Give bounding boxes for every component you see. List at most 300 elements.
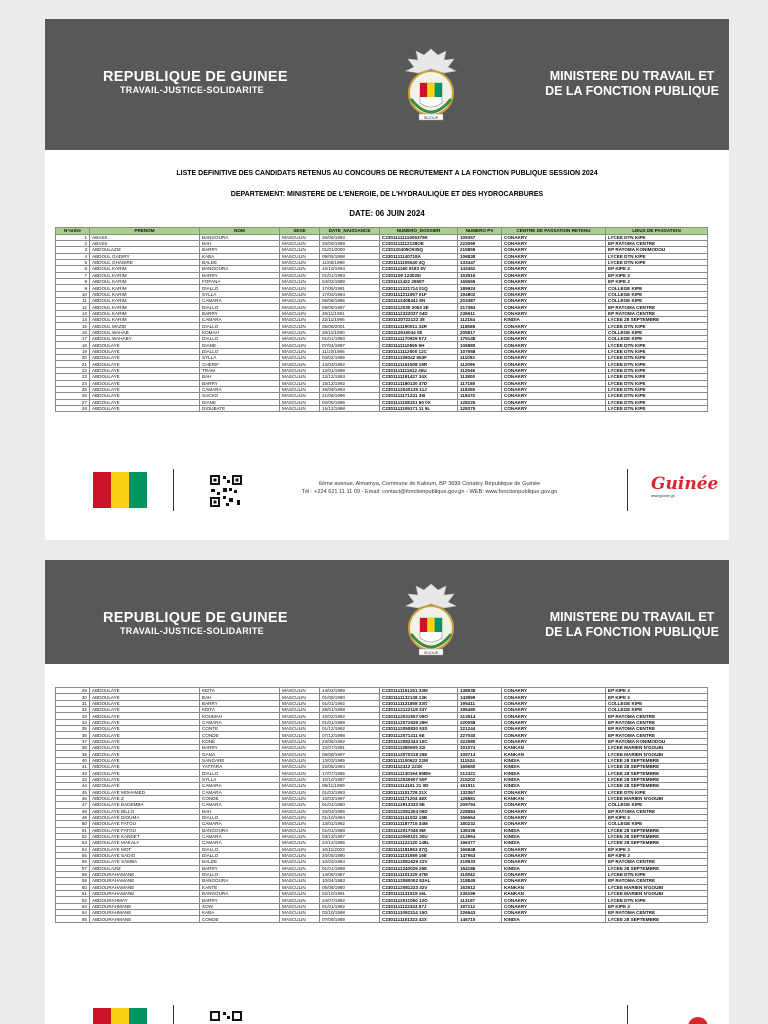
last-name-cell: BARRY	[200, 700, 280, 706]
pv-number-cell: 212964	[458, 833, 502, 839]
last-name-cell: CAMARA	[200, 317, 280, 323]
last-name-cell: FOFANA	[200, 279, 280, 285]
pv-number-cell: 218845	[458, 878, 502, 884]
pv-number-cell: 133447	[458, 259, 502, 265]
qr-code-icon	[209, 474, 243, 508]
exam-center-cell: CONAKRY	[502, 272, 606, 278]
first-name-cell: ABDOULAYE	[90, 726, 200, 732]
dossier-number-cell: C230111106042 653F	[380, 355, 458, 361]
row-number-cell: 51	[56, 827, 90, 833]
exam-center-cell: CONAKRY	[502, 859, 606, 865]
exam-center-cell: CONAKRY	[502, 336, 606, 342]
dossier-number-cell: C2301111170929 57J	[380, 336, 458, 342]
pv-number-cell: 215859	[458, 247, 502, 253]
first-name-cell: ABDOULAYE	[90, 783, 200, 789]
exam-center-cell: CONAKRY	[502, 285, 606, 291]
dossier-number-cell: C2301112081304 06D	[380, 808, 458, 814]
first-name-cell: ABDOULAYE SADIO	[90, 852, 200, 858]
birth-date-cell: 07/09/1989	[320, 916, 380, 922]
exam-location-cell: LYCEE 28 SEPTEMBRE	[606, 840, 708, 846]
exam-center-cell: CONAKRY	[502, 738, 606, 744]
exam-center-cell: KINDIA	[502, 764, 606, 770]
birth-date-cell: 12/12/1993	[320, 374, 380, 380]
dossier-number-cell: C2301111190011 34R	[380, 323, 458, 329]
guinea-seal-icon	[394, 578, 468, 664]
dossier-number-cell: C2301112082343 15C	[380, 738, 458, 744]
sex-cell: MASCULIN	[280, 757, 320, 763]
exam-center-cell: KINDIA	[502, 770, 606, 776]
row-number-cell: 37	[56, 738, 90, 744]
birth-date-cell: 01/01/1993	[320, 272, 380, 278]
sex-cell: MASCULIN	[280, 878, 320, 884]
dossier-number-cell: C2301111130194 95BH	[380, 770, 458, 776]
last-name-cell: BANGOURA	[200, 266, 280, 272]
birth-date-cell: 08/11/1999	[320, 783, 380, 789]
last-name-cell: BARRY	[200, 380, 280, 386]
ministry-title	[532, 610, 729, 640]
column-header: SEXE	[280, 228, 320, 235]
row-number-cell: 20	[56, 355, 90, 361]
birth-date-cell: 17/03/1984	[320, 291, 380, 297]
sex-cell: MASCULIN	[280, 814, 320, 820]
row-number-cell: 58	[56, 871, 90, 877]
exam-center-cell: CONAKRY	[502, 304, 606, 310]
row-number-cell: 30	[56, 694, 90, 700]
exam-location-cell: LYCEE DTN KIPE	[606, 259, 708, 265]
last-name-cell: SYLLA	[200, 355, 280, 361]
last-name-cell: BANGOURA	[200, 878, 280, 884]
row-number-cell: 33	[56, 713, 90, 719]
row-number-cell: 2	[56, 240, 90, 246]
birth-date-cell: 01/01/1982	[320, 903, 380, 909]
sex-cell: MASCULIN	[280, 234, 320, 240]
first-name-cell: ABDOURAHMANE	[90, 916, 200, 922]
birth-date-cell: 22/07/1991	[320, 745, 380, 751]
sex-cell: MASCULIN	[280, 247, 320, 253]
pv-number-cell: 203487	[458, 298, 502, 304]
last-name-cell: CAMARA	[200, 802, 280, 808]
exam-location-cell: EP RATOMA CENTRE	[606, 726, 708, 732]
sex-cell: MASCULIN	[280, 802, 320, 808]
exam-location-cell: COLLEGE KIPE	[606, 707, 708, 713]
column-header: PRENOM	[90, 228, 200, 235]
first-name-cell: ABDOULAYE Z	[90, 795, 200, 801]
last-name-cell: SACKO	[200, 393, 280, 399]
exam-location-cell: EP RATOMA CENTRE	[606, 304, 708, 310]
last-name-cell: BANGOURA	[200, 234, 280, 240]
first-name-cell: ABDOULAYE BADEMBA	[90, 802, 200, 808]
last-name-cell: DIALLO	[200, 846, 280, 852]
pv-number-cell: 118355	[458, 386, 502, 392]
pv-number-cell: 166848	[458, 846, 502, 852]
first-name-cell: ABDOUL KARIM	[90, 266, 200, 272]
sex-cell: MASCULIN	[280, 386, 320, 392]
last-name-cell: BARRY	[200, 310, 280, 316]
exam-location-cell: LYCEE 28 SEPTEMBRE	[606, 317, 708, 323]
pv-number-cell: 109713	[458, 751, 502, 757]
last-name-cell: KONE	[200, 738, 280, 744]
last-name-cell: SANGARE	[200, 757, 280, 763]
exam-center-cell: KANKAN	[502, 891, 606, 897]
column-header: LIEUX DE PASSATION	[606, 228, 708, 235]
column-header: NUMERO_DOSSIER	[380, 228, 458, 235]
exam-location-cell: LYCEE 28 SEPTEMBRE	[606, 764, 708, 770]
last-name-cell: CAMARA	[200, 840, 280, 846]
exam-location-cell: EP RATOMA CENTRE	[606, 910, 708, 916]
pv-number-cell: 106838	[458, 253, 502, 259]
pv-number-cell: 128225	[458, 399, 502, 405]
pv-number-cell: 215202	[458, 776, 502, 782]
footer-address-line-1: 6ème avenue, Almamya, Commune de Kaloum, BP 3699 Conakry République de Guinée	[318, 481, 541, 487]
ministry-line-2: DE LA FONCTION PUBLIQUE	[545, 84, 719, 98]
last-name-cell: DIANE	[200, 399, 280, 405]
exam-location-cell: COLLEGE KIPE	[606, 821, 708, 827]
birth-date-cell: 10/10/1994	[320, 266, 380, 272]
seal-ribbon-text: SEJOUR	[423, 650, 439, 655]
exam-center-cell: CONAKRY	[502, 348, 606, 354]
row-number-cell: 35	[56, 726, 90, 732]
document-page-1	[45, 19, 729, 540]
last-name-cell: KEITA	[200, 688, 280, 694]
pv-number-cell: 161911	[458, 783, 502, 789]
pv-number-cell: 217384	[458, 304, 502, 310]
pv-number-cell: 156664	[458, 814, 502, 820]
footer-divider	[627, 469, 628, 511]
first-name-cell: ABDOULAYE	[90, 700, 200, 706]
pv-number-cell: 107658	[458, 348, 502, 354]
dossier-number-cell: C2301111112000 12C	[380, 348, 458, 354]
pv-number-cell: 164186	[458, 865, 502, 871]
row-number-cell: 39	[56, 751, 90, 757]
republic-motto: TRAVAIL-JUSTICE-SOLIDARITE	[120, 626, 264, 636]
sex-cell: MASCULIN	[280, 342, 320, 348]
first-name-cell: ABDOUL KARIM	[90, 298, 200, 304]
last-name-cell: GANA	[200, 751, 280, 757]
exam-location-cell: EP RATOMA KONIMODOU	[606, 738, 708, 744]
pv-number-cell: 143452	[458, 266, 502, 272]
row-number-cell: 46	[56, 795, 90, 801]
sex-cell: MASCULIN	[280, 266, 320, 272]
birth-date-cell: 26/11/1981	[320, 310, 380, 316]
candidates-table-page-2	[55, 687, 708, 923]
last-name-cell: CHERIF	[200, 361, 280, 367]
dossier-number-cell: C2301111181953 37Q	[380, 846, 458, 852]
exam-center-cell: CONAKRY	[502, 253, 606, 259]
row-number-cell: 50	[56, 821, 90, 827]
row-number-cell: 28	[56, 405, 90, 411]
exam-center-cell: CONAKRY	[502, 405, 606, 411]
row-number-cell: 47	[56, 802, 90, 808]
first-name-cell: ABDOULAYE	[90, 764, 200, 770]
exam-location-cell: LYCEE MARIEN N'GOUBI	[606, 751, 708, 757]
sex-cell: MASCULIN	[280, 694, 320, 700]
first-name-cell: ABDOULAYE	[90, 374, 200, 380]
pv-number-cell: 209794	[458, 802, 502, 808]
birth-date-cell: 09/05/1997	[320, 304, 380, 310]
row-number-cell: 10	[56, 291, 90, 297]
row-number-cell: 24	[56, 380, 90, 386]
guinee-brand-mark-icon	[685, 1014, 711, 1024]
row-number-cell: 16	[56, 329, 90, 335]
exam-location-cell: EP KIPE 2	[606, 814, 708, 820]
exam-center-cell: KANKAN	[502, 884, 606, 890]
exam-location-cell: EP KIPE 2	[606, 272, 708, 278]
dossier-number-cell: C2301111180130 47D	[380, 380, 458, 386]
dossier-number-cell: C2301111108151 60 0X	[380, 399, 458, 405]
row-number-cell: 38	[56, 745, 90, 751]
birth-date-cell: 25/09/1989	[320, 240, 380, 246]
exam-location-cell: EP RATOMA CENTRE	[606, 732, 708, 738]
row-number-cell: 34	[56, 719, 90, 725]
exam-location-cell: EP RATOMA CENTRE	[606, 859, 708, 865]
guinea-flag-icon	[93, 472, 147, 508]
column-header: CENTRE DE PASSATION RETENU	[502, 228, 606, 235]
sex-cell: MASCULIN	[280, 361, 320, 367]
exam-location-cell: LYCEE 28 SEPTEMBRE	[606, 833, 708, 839]
table-header-row	[56, 228, 708, 235]
exam-location-cell: LYCEE 28 SEPTEMBRE	[606, 776, 708, 782]
dossier-number-cell: C2301112913333 9E	[380, 802, 458, 808]
sex-cell: MASCULIN	[280, 367, 320, 373]
last-name-cell: KANTE	[200, 884, 280, 890]
first-name-cell: ABDOULAYE	[90, 732, 200, 738]
exam-location-cell: LYCEE 28 SEPTEMBRE	[606, 916, 708, 922]
first-name-cell: ABDOULAYE	[90, 776, 200, 782]
exam-center-cell: KINDIA	[502, 827, 606, 833]
last-name-cell: DIOUBATE	[200, 405, 280, 411]
first-name-cell: ABDOURAHAMANE	[90, 884, 200, 890]
pv-number-cell: 219933	[458, 859, 502, 865]
exam-location-cell: COLLEGE KIPE	[606, 285, 708, 291]
row-number-cell: 15	[56, 323, 90, 329]
dossier-number-cell: C2301112017045 8M	[380, 827, 458, 833]
last-name-cell: SOW	[200, 903, 280, 909]
birth-date-cell: 12/01/1998	[320, 367, 380, 373]
last-name-cell: DIALLO	[200, 304, 280, 310]
sex-cell: MASCULIN	[280, 808, 320, 814]
sex-cell: MASCULIN	[280, 738, 320, 744]
pv-number-cell: 194802	[458, 291, 502, 297]
exam-center-cell: CONAKRY	[502, 732, 606, 738]
row-number-cell: 32	[56, 707, 90, 713]
sex-cell: MASCULIN	[280, 871, 320, 877]
exam-center-cell: KINDIA	[502, 840, 606, 846]
first-name-cell: ABDOUL GADIRY	[90, 253, 200, 259]
birth-date-cell: 11/10/1986	[320, 348, 380, 354]
first-name-cell: ABDOULAYE	[90, 745, 200, 751]
first-name-cell: ABDOULAYE	[90, 355, 200, 361]
pv-number-cell: 197112	[458, 903, 502, 909]
exam-center-cell: KANKAN	[502, 795, 606, 801]
exam-location-cell: LYCEE DTN KIPE	[606, 789, 708, 795]
last-name-cell: DIALLO	[200, 770, 280, 776]
exam-center-cell: CONAKRY	[502, 399, 606, 405]
sex-cell: MASCULIN	[280, 745, 320, 751]
row-number-cell: 7	[56, 272, 90, 278]
pv-number-cell: 175148	[458, 336, 502, 342]
exam-center-cell: CONAKRY	[502, 726, 606, 732]
last-name-cell: CAMARA	[200, 719, 280, 725]
dossier-number-cell: C2301111109171 11 9L	[380, 405, 458, 411]
exam-center-cell: CONAKRY	[502, 247, 606, 253]
first-name-cell: ABDOURAHAMANE	[90, 871, 200, 877]
pv-number-cell: 165650	[458, 764, 502, 770]
first-name-cell: ABDOULAYE	[90, 707, 200, 713]
pv-number-cell: 101074	[458, 745, 502, 751]
header-banner	[45, 560, 729, 664]
pv-number-cell: 205817	[458, 329, 502, 335]
sex-cell: MASCULIN	[280, 707, 320, 713]
first-name-cell: ABDOULAYE	[90, 770, 200, 776]
first-name-cell: ABDOULAYE	[90, 757, 200, 763]
pv-number-cell: 236199	[458, 891, 502, 897]
pv-number-cell: 180232	[458, 821, 502, 827]
row-number-cell: 65	[56, 916, 90, 922]
last-name-cell: KOMAH	[200, 329, 280, 335]
last-name-cell: BAH	[200, 374, 280, 380]
exam-center-cell: KINDIA	[502, 776, 606, 782]
birth-date-cell: 06/08/1985	[320, 298, 380, 304]
first-name-cell: ABDOULAYE SAMBA	[90, 859, 200, 865]
birth-date-cell: 08/08/1997	[320, 751, 380, 757]
dossier-number-cell: C2301111140718A	[380, 253, 458, 259]
dossier-number-cell: C2301112081629 22V	[380, 859, 458, 865]
pv-number-cell: 118568	[458, 323, 502, 329]
sex-cell: MASCULIN	[280, 688, 320, 694]
footer-address-line-2: Tél : +224 621 11 11 09 - Email: contact@fonctionpublique.gov.gn - WEB: www.fonctionpublique.gov.gn	[301, 489, 558, 495]
exam-location-cell: COLLEGE KIPE	[606, 329, 708, 335]
dossier-number-cell: C2301111080609 32I	[380, 745, 458, 751]
table-row	[56, 916, 708, 922]
birth-date-cell: 17/05/1991	[320, 285, 380, 291]
page-footer	[45, 1000, 729, 1024]
exam-center-cell: CONAKRY	[502, 361, 606, 367]
last-name-cell: SYLLA	[200, 291, 280, 297]
last-name-cell: CAMARA	[200, 386, 280, 392]
exam-center-cell: CONAKRY	[502, 234, 606, 240]
first-name-cell: ABDOULAYE MAKALY	[90, 840, 200, 846]
dossier-number-cell: C2301120722122 38	[380, 317, 458, 323]
sex-cell: MASCULIN	[280, 336, 320, 342]
dossier-number-cell: C2301112050830 53S	[380, 726, 458, 732]
exam-center-cell: CONAKRY	[502, 694, 606, 700]
dossier-number-cell: C2301112060101 30U	[380, 833, 458, 839]
birth-date-cell: 05/08/1980	[320, 884, 380, 890]
exam-location-cell: COLLEGE KIPE	[606, 291, 708, 297]
guinee-brand-logo	[651, 474, 719, 510]
first-name-cell: ABDOUL KARIM	[90, 291, 200, 297]
birth-date-cell: 23/05/1992	[320, 738, 380, 744]
exam-location-cell: EP KIPE 2	[606, 846, 708, 852]
last-name-cell: BARRY	[200, 272, 280, 278]
exam-location-cell: LYCEE 28 SEPTEMBRE	[606, 770, 708, 776]
birth-date-cell: 28/01/1998	[320, 707, 380, 713]
row-number-cell: 53	[56, 840, 90, 846]
dossier-number-cell: C2301111105540 4Q	[380, 259, 458, 265]
last-name-cell: DIALLO	[200, 323, 280, 329]
pv-number-cell: 223069	[458, 240, 502, 246]
row-number-cell: 19	[56, 348, 90, 354]
exam-location-cell: LYCEE DTN KIPE	[606, 253, 708, 259]
exam-center-cell: KANKAN	[502, 751, 606, 757]
sex-cell: MASCULIN	[280, 399, 320, 405]
exam-center-cell: CONAKRY	[502, 789, 606, 795]
exam-location-cell: LYCEE DTN KIPE	[606, 405, 708, 411]
dossier-number-cell: C2301111191427 34X	[380, 374, 458, 380]
dossier-number-cell: C2301111131559 16E	[380, 852, 458, 858]
pv-number-cell: 146715	[458, 916, 502, 922]
dossier-number-cell: C2301112081223 32V	[380, 884, 458, 890]
row-number-cell: 23	[56, 374, 90, 380]
first-name-cell: ABDOULAYE MOHAMED	[90, 789, 200, 795]
republic-title: REPUBLIQUE DE GUINEE	[103, 610, 288, 626]
dossier-number-cell: C2301111122120 148L	[380, 840, 458, 846]
exam-center-cell: CONAKRY	[502, 342, 606, 348]
pv-number-cell: 196377	[458, 840, 502, 846]
sex-cell: MASCULIN	[280, 304, 320, 310]
last-name-cell: CONTE	[200, 726, 280, 732]
birth-date-cell: 14/08/1987	[320, 871, 380, 877]
row-number-cell: 4	[56, 253, 90, 259]
last-name-cell: DIALLO	[200, 336, 280, 342]
exam-center-cell: CONAKRY	[502, 808, 606, 814]
row-number-cell: 59	[56, 878, 90, 884]
dossier-number-cell: C2301112080002 83AL	[380, 878, 458, 884]
dossier-number-cell: C2301111101329 47M	[380, 871, 458, 877]
last-name-cell: CAMARA	[200, 833, 280, 839]
row-number-cell: 64	[56, 910, 90, 916]
dossier-number-cell: C2301111171204 48X	[380, 795, 458, 801]
dossier-number-cell: C2301111111606379K	[380, 234, 458, 240]
dossier-number-cell: C2301111240026 25E	[380, 865, 458, 871]
exam-center-cell: KINDIA	[502, 865, 606, 871]
pv-number-cell: 128375	[458, 405, 502, 411]
exam-center-cell: CONAKRY	[502, 374, 606, 380]
sex-cell: MASCULIN	[280, 393, 320, 399]
dossier-number-cell: C2301111171241 39I	[380, 393, 458, 399]
exam-location-cell: COLLEGE KIPE	[606, 336, 708, 342]
sex-cell: MASCULIN	[280, 374, 320, 380]
sex-cell: MASCULIN	[280, 317, 320, 323]
birth-date-cell: 15/12/1998	[320, 405, 380, 411]
list-title: LISTE DEFINITIVE DES CANDIDATS RETENUS AU CONCOURS DE RECRUTEMENT A LA FONCTION PUBLIQUE SESSION 2024	[176, 170, 598, 177]
last-name-cell: KABA	[200, 253, 280, 259]
exam-location-cell: COLLEGE KIPE	[606, 700, 708, 706]
exam-center-cell: KINDIA	[502, 317, 606, 323]
sex-cell: MASCULIN	[280, 846, 320, 852]
exam-location-cell: EP KIPE 2	[606, 279, 708, 285]
first-name-cell: ABDOURAHMANE	[90, 903, 200, 909]
first-name-cell: ABDOULAYE	[90, 361, 200, 367]
birth-date-cell: 01/01/1989	[320, 719, 380, 725]
pv-number-cell: 162512	[458, 884, 502, 890]
dossier-number-cell: C230111114161 21 0D	[380, 783, 458, 789]
seal-ribbon-text: SEJOUR	[423, 115, 439, 120]
guinea-flag-icon	[93, 1008, 147, 1024]
first-name-cell: ABDOURAHAMANE	[90, 878, 200, 884]
exam-center-cell: CONAKRY	[502, 903, 606, 909]
dossier-number-cell: C2301111101729 21X	[380, 789, 458, 795]
sex-cell: MASCULIN	[280, 859, 320, 865]
exam-location-cell: LYCEE 28 SEPTEMBRE	[606, 865, 708, 871]
sex-cell: MASCULIN	[280, 751, 320, 757]
exam-location-cell: EP KIPE 2	[606, 852, 708, 858]
birth-date-cell: 01/01/1999	[320, 865, 380, 871]
dossier-number-cell: C2301112408441 8N	[380, 298, 458, 304]
exam-center-cell: CONAKRY	[502, 298, 606, 304]
last-name-cell: BAH	[200, 694, 280, 700]
sex-cell: MASCULIN	[280, 795, 320, 801]
